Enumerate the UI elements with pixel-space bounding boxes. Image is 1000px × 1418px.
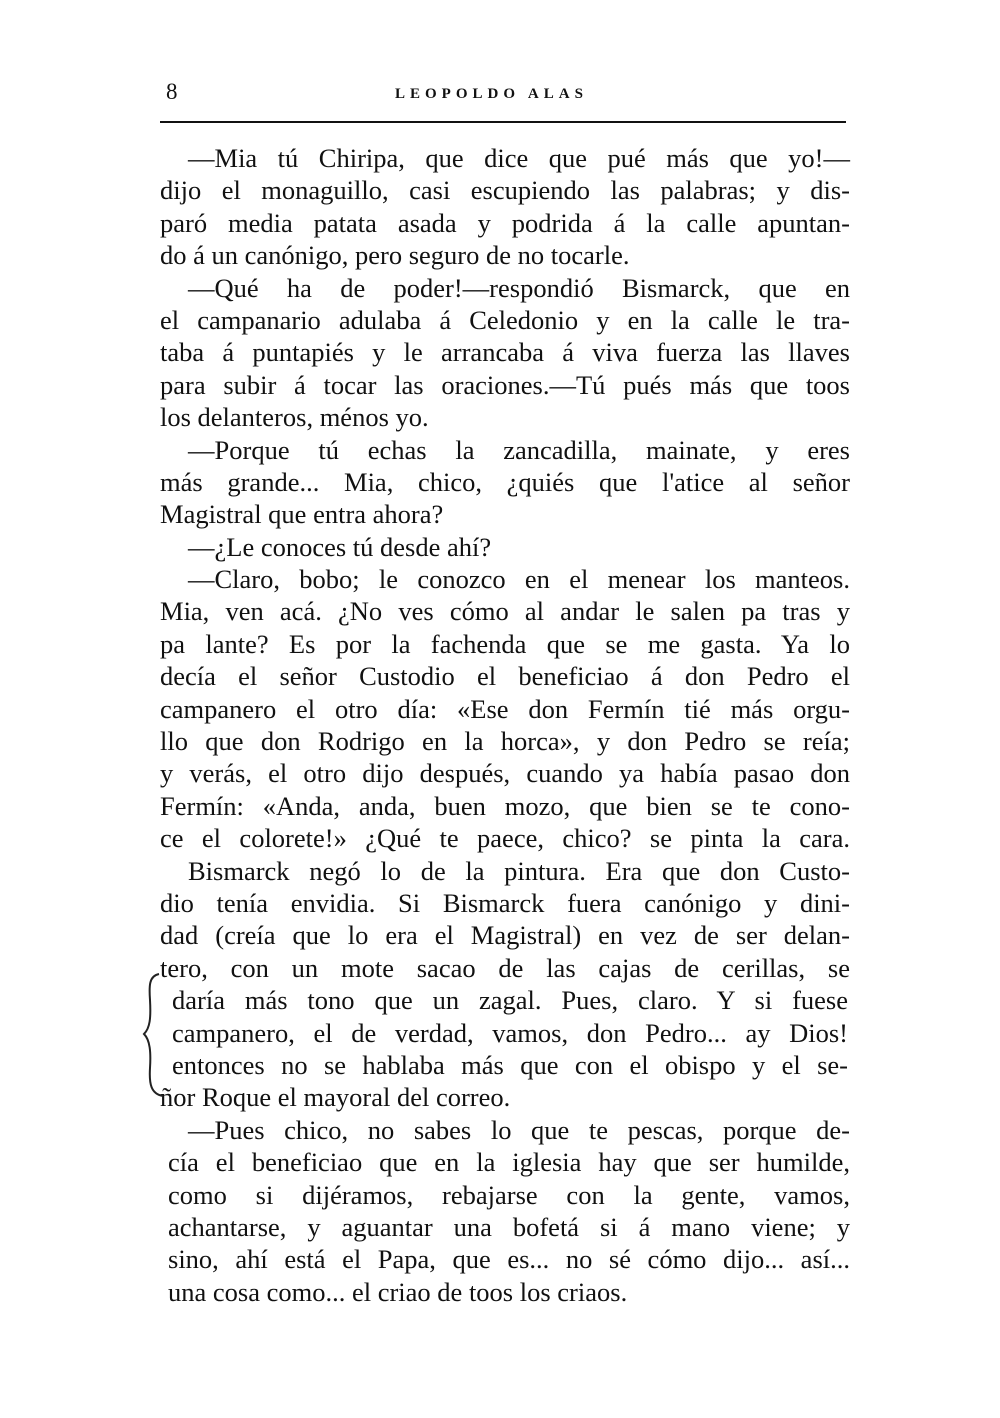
text-line: campanero el otro día: «Ese don Fermín tié más orgu- [160,693,850,724]
text-line: do á un canónigo, pero seguro de no tocarle. [160,240,630,271]
text-line: llo que don Rodrigo en la horca», y don Pedro se reía; [160,726,850,757]
text-line: ce el colorete!» ¿Qué te paece, chico? se pinta la cara. [160,823,850,854]
text-line: Magistral que entra ahora? [160,499,444,530]
text-line: como si dijéramos, rebajarse con la gente, vamos, [168,1179,850,1210]
header-rule [160,121,846,123]
text-line: entonces no se hablaba más que con el obispo y el se- [172,1049,848,1080]
text-line: una cosa como... el criao de toos los criaos. [168,1276,628,1307]
running-title: LEOPOLDO ALAS [395,86,588,102]
text-line: —¿Le conoces tú desde ahí? [188,531,492,562]
text-line: —Pues chico, no sabes lo que te pescas, porque de- [188,1114,850,1145]
text-line: el campanario adulaba á Celedonio y en la calle le tra- [160,304,850,335]
text-line: —Porque tú echas la zancadilla, mainate, y eres [188,434,850,465]
body-text [160,142,850,1308]
text-line: dio tenía envidia. Si Bismarck fuera canónigo y dini- [160,887,850,918]
text-line: cía el beneficiao que en la iglesia hay que ser humilde, [168,1147,850,1178]
text-line: pa lante? Es por la fachenda que se me gasta. Ya lo [160,628,850,659]
page-number: 8 [166,79,178,104]
text-line: para subir á tocar las oraciones.—Tú pués más que toos [160,369,850,400]
text-line: Fermín: «Anda, anda, buen mozo, que bien se te cono- [160,790,850,821]
text-line: daría más tono que un zagal. Pues, claro. Y si fuese [172,985,848,1016]
text-line: los delanteros, ménos yo. [160,402,429,433]
text-line: sino, ahí está el Papa, que es... no sé cómo dijo... así... [168,1244,850,1275]
text-line: dijo el monaguillo, casi escupiendo las palabras; y dis- [160,175,850,206]
text-line: dad (creía que lo era el Magistral) en vez de ser delan- [160,920,850,951]
text-line: achantarse, y aguantar una bofetá si á mano viene; y [168,1211,850,1242]
text-line: decía el señor Custodio el beneficiao á don Pedro el [160,661,850,692]
text-line: paró media patata asada y podrida á la calle apuntan- [160,207,850,238]
text-line: —Qué ha de poder!—respondió Bismarck, que en [188,272,850,303]
text-line: Mia, ven acá. ¿No ves cómo al andar le salen pa tras y [160,596,850,627]
text-line: —Mia tú Chiripa, que dice que pué más que yo!— [188,143,850,173]
text-line: y verás, el otro dijo después, cuando ya había pasao don [160,758,850,789]
text-line: más grande... Mia, chico, ¿quiés que l'atice al señor [160,466,850,497]
text-line: tero, con un mote sacao de las cajas de cerillas, se [160,952,850,983]
text-line: taba á puntapiés y le arrancaba á viva fuerza las llaves [160,337,850,368]
text-line: —Claro, bobo; le conozco en el menear los manteos. [188,564,850,595]
text-line: ñor Roque el mayoral del correo. [160,1082,511,1113]
handwritten-brace-mark [141,970,165,1100]
text-line: Bismarck negó lo de la pintura. Era que don Custo- [188,855,850,886]
text-line: campanero, el de verdad, vamos, don Pedro... ay Dios! [172,1017,848,1048]
